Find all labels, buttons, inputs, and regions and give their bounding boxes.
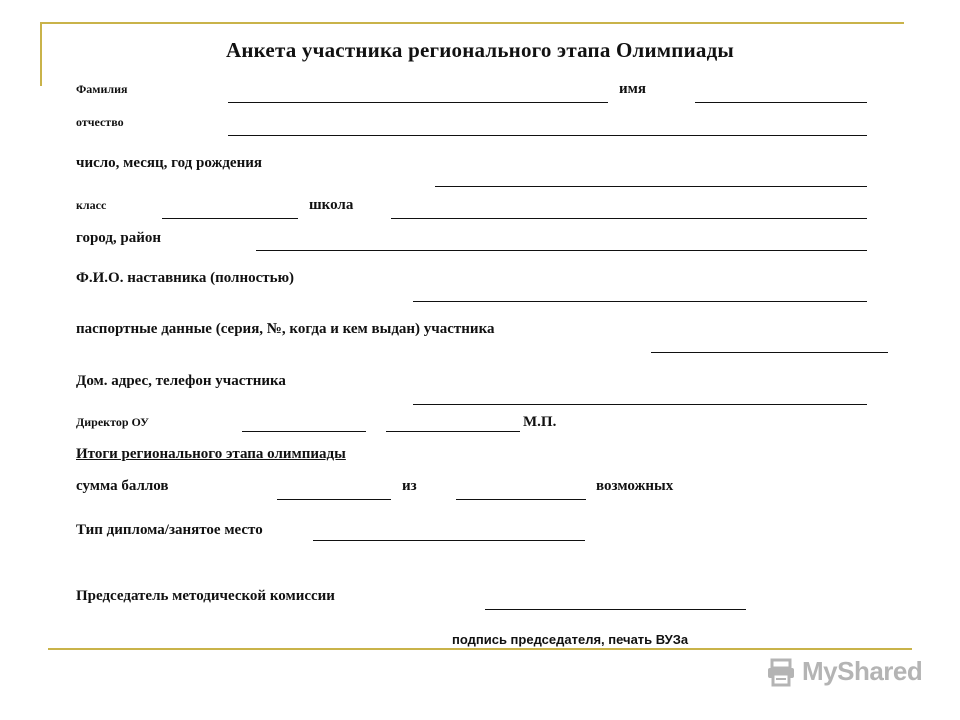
mentor-label: Ф.И.О. наставника (полностью) bbox=[76, 270, 295, 286]
city-label: город, район bbox=[76, 230, 162, 246]
passport-label: паспортные данные (серия, №, когда и кем выдан) участника bbox=[76, 321, 495, 337]
printer-icon bbox=[766, 657, 796, 687]
passport-field[interactable] bbox=[651, 352, 888, 353]
name-field[interactable] bbox=[695, 102, 867, 103]
city-field[interactable] bbox=[256, 250, 867, 251]
grade-field[interactable] bbox=[162, 218, 298, 219]
signature-caption: подпись председателя, печать ВУЗа bbox=[452, 632, 689, 647]
director-signature-field[interactable] bbox=[242, 431, 366, 432]
max-score-field[interactable] bbox=[456, 499, 586, 500]
frame-top-rule bbox=[40, 22, 904, 24]
watermark bbox=[766, 656, 922, 687]
frame-bottom-rule bbox=[48, 648, 912, 650]
possible-label: возможных bbox=[596, 478, 674, 494]
birthdate-field[interactable] bbox=[435, 186, 867, 187]
director-label: Директор ОУ bbox=[76, 415, 149, 429]
school-label: школа bbox=[309, 197, 354, 213]
of-label: из bbox=[402, 478, 417, 494]
results-heading: Итоги регионального этапа олимпиады bbox=[76, 446, 346, 462]
diploma-field[interactable] bbox=[313, 540, 585, 541]
surname-label: Фамилия bbox=[76, 82, 128, 96]
watermark-text: MyShared bbox=[802, 656, 923, 686]
chair-label: Председатель методической комиссии bbox=[76, 588, 335, 604]
chair-signature-field[interactable] bbox=[485, 609, 746, 610]
score-field[interactable] bbox=[277, 499, 391, 500]
grade-label: класс bbox=[76, 198, 107, 212]
surname-field[interactable] bbox=[228, 102, 608, 103]
director-name-field[interactable] bbox=[386, 431, 520, 432]
address-label: Дом. адрес, телефон участника bbox=[76, 373, 286, 389]
school-field[interactable] bbox=[391, 218, 867, 219]
patronymic-label: отчество bbox=[76, 115, 124, 129]
address-field[interactable] bbox=[413, 404, 867, 405]
score-label: сумма баллов bbox=[76, 478, 169, 494]
birthdate-label: число, месяц, год рождения bbox=[76, 155, 262, 171]
name-label: имя bbox=[619, 81, 646, 97]
patronymic-field[interactable] bbox=[228, 135, 867, 136]
diploma-label: Тип диплома/занятое место bbox=[76, 522, 263, 538]
mentor-field[interactable] bbox=[413, 301, 867, 302]
form-title: Анкета участника регионального этапа Олимпиады bbox=[225, 38, 735, 62]
stamp-label: М.П. bbox=[523, 414, 557, 430]
